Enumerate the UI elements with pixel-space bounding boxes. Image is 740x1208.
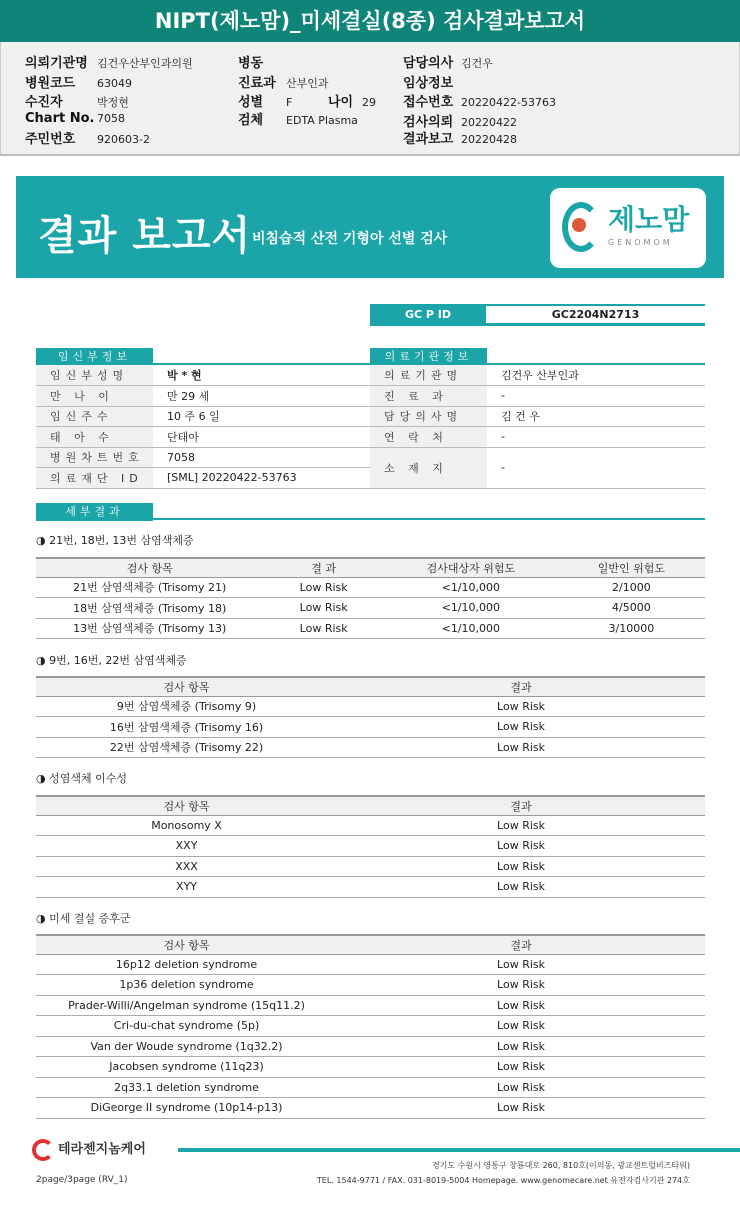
table-cell: Low Risk xyxy=(337,954,705,975)
gcpid-row xyxy=(370,304,705,326)
info-row xyxy=(36,447,371,468)
rrn: 920603-2 xyxy=(97,133,150,146)
table-cell: Low Risk xyxy=(337,696,705,717)
column-header: 검사대상자 위험도 xyxy=(384,558,558,577)
table-cell: Jacobsen syndrome (11q23) xyxy=(36,1057,337,1078)
header-row xyxy=(36,796,705,815)
banner-title: 결과 보고서 xyxy=(38,213,252,259)
info-value: 박 * 현 xyxy=(153,365,371,386)
section-title: 세부결과 xyxy=(36,503,153,521)
info-value: 김건우 산부인과 xyxy=(487,365,705,386)
table-cell: Low Risk xyxy=(337,1077,705,1098)
label: 성별 xyxy=(238,95,264,110)
info-key: 임신주수 xyxy=(36,406,153,427)
subsection-title: ◑ 9번, 16번, 22번 삼염색체증 xyxy=(36,654,187,667)
label: 나이 xyxy=(328,95,354,110)
sex-chromosome-table xyxy=(36,795,705,898)
report-banner xyxy=(16,176,724,278)
table-row xyxy=(36,618,705,639)
label: 임상정보 xyxy=(403,76,454,91)
table-cell: <1/10,000 xyxy=(384,618,558,639)
hospital-code: 63049 xyxy=(97,77,132,90)
trisomy-9-16-22-table xyxy=(36,676,705,758)
subsection-title: ◑ 미세 결실 증후군 xyxy=(36,912,131,925)
header-row xyxy=(36,677,705,696)
report-date: 20220428 xyxy=(461,133,517,146)
table-row xyxy=(36,717,705,738)
table-cell: Low Risk xyxy=(337,1057,705,1078)
column-header: 결과 xyxy=(337,796,705,815)
sex: F xyxy=(286,96,293,109)
label: 병동 xyxy=(238,56,264,71)
table-cell: XXX xyxy=(36,856,337,877)
column-header: 검사 항목 xyxy=(36,677,337,696)
request-date: 20220422 xyxy=(461,116,517,129)
banner-subtitle: 비침습적 산전 기형아 선별 검사 xyxy=(252,231,448,247)
info-row xyxy=(370,447,705,488)
info-row xyxy=(36,406,371,427)
label: 주민번호 xyxy=(25,132,76,147)
info-value: - xyxy=(487,447,705,488)
table-cell: 21번 삼염색체증 (Trisomy 21) xyxy=(36,577,263,598)
label: 진료과 xyxy=(238,76,276,91)
age: 29 xyxy=(362,96,376,109)
table-cell: Low Risk xyxy=(337,856,705,877)
table-cell: Van der Woude syndrome (1q32.2) xyxy=(36,1036,337,1057)
table-cell: 2q33.1 deletion syndrome xyxy=(36,1077,337,1098)
chart-no: 7058 xyxy=(97,112,125,125)
info-value: 7058 xyxy=(153,447,371,468)
info-row xyxy=(370,427,705,448)
info-value: [SML] 20220422-53763 xyxy=(153,468,371,489)
info-key: 의료기관명 xyxy=(370,365,487,386)
table-cell: Low Risk xyxy=(263,598,383,619)
label: 담당의사 xyxy=(403,56,454,71)
table-row xyxy=(36,856,705,877)
table-cell: 3/10000 xyxy=(558,618,705,639)
info-key: 만 나 이 xyxy=(36,386,153,407)
column-header: 결과 xyxy=(337,677,705,696)
table-row xyxy=(36,1016,705,1037)
info-value: 만 29 세 xyxy=(153,386,371,407)
table-cell: Low Risk xyxy=(337,836,705,857)
logo-en: GENOMOM xyxy=(608,238,673,247)
info-key: 태 아 수 xyxy=(36,427,153,448)
subsection-title: ◑ 21번, 18번, 13번 삼염색체증 xyxy=(36,534,194,547)
column-header: 일반인 위험도 xyxy=(558,558,705,577)
column-header: 결 과 xyxy=(263,558,383,577)
label: 병원코드 xyxy=(25,76,76,91)
label: Chart No. xyxy=(25,111,95,126)
info-row xyxy=(36,468,371,489)
label: 수진자 xyxy=(25,95,63,110)
column-header: 검사 항목 xyxy=(36,796,337,815)
info-key: 의료재단 ID xyxy=(36,468,153,489)
table-cell: Monosomy X xyxy=(36,815,337,836)
dept: 산부인과 xyxy=(286,77,329,90)
table-cell: 4/5000 xyxy=(558,598,705,619)
table-cell: 18번 삼염색체증 (Trisomy 18) xyxy=(36,598,263,619)
logo-text: 제노맘 xyxy=(608,203,690,236)
table-cell: Low Risk xyxy=(337,1036,705,1057)
info-value: 김 건 우 xyxy=(487,406,705,427)
table-row xyxy=(36,954,705,975)
address: 경기도 수원시 영통구 창룡대로 260, 810호(이의동, 광교센트럴비즈타워) xyxy=(431,1161,690,1170)
microdeletion-table xyxy=(36,934,705,1119)
table-cell: 2/1000 xyxy=(558,577,705,598)
receipt-no: 20220422-53763 xyxy=(461,96,556,109)
table-cell: 16p12 deletion syndrome xyxy=(36,954,337,975)
flower-icon xyxy=(572,218,586,232)
table-row xyxy=(36,696,705,717)
table-cell: <1/10,000 xyxy=(384,598,558,619)
column-header: 검사 항목 xyxy=(36,558,263,577)
subsection-title: ◑ 성염색체 이수성 xyxy=(36,772,127,785)
table-cell: DiGeorge II syndrome (10p14-p13) xyxy=(36,1098,337,1119)
table-cell: XXY xyxy=(36,836,337,857)
table-row xyxy=(36,1077,705,1098)
table-row xyxy=(36,598,705,619)
table-row xyxy=(36,815,705,836)
label: 결과보고 xyxy=(403,132,454,147)
table-cell: Low Risk xyxy=(337,975,705,996)
contact: TEL. 1544-9771 / FAX. 031-8019-5004 Homepage. www.genomecare.net 유전자검사기관 274호 xyxy=(316,1176,690,1185)
table-cell: Low Risk xyxy=(337,877,705,898)
institution-info-table xyxy=(370,365,705,489)
genomom-logo xyxy=(550,188,706,268)
section-title: 임신부정보 xyxy=(36,348,153,366)
info-row xyxy=(36,365,371,386)
table-row xyxy=(36,1057,705,1078)
gcpid-label: GC P ID xyxy=(370,306,486,323)
info-key: 진 료 과 xyxy=(370,386,487,407)
info-row xyxy=(370,365,705,386)
table-cell: Low Risk xyxy=(263,618,383,639)
company-name: 테라젠지놈케어 xyxy=(58,1142,146,1157)
info-key: 담당의사명 xyxy=(370,406,487,427)
info-row xyxy=(36,427,371,448)
table-cell: Low Risk xyxy=(263,577,383,598)
table-cell: 22번 삼염색체증 (Trisomy 22) xyxy=(36,737,337,758)
table-cell: Low Risk xyxy=(337,717,705,738)
info-value: - xyxy=(487,386,705,407)
table-cell: Low Risk xyxy=(337,1098,705,1119)
table-cell: XYY xyxy=(36,877,337,898)
info-key: 병원차트번호 xyxy=(36,447,153,468)
table-cell: 9번 삼염색체증 (Trisomy 9) xyxy=(36,696,337,717)
column-header: 검사 항목 xyxy=(36,935,337,954)
info-row xyxy=(370,386,705,407)
patient: 박정현 xyxy=(97,96,129,109)
page-number: 2page/3page (RV_1) xyxy=(36,1175,128,1185)
table-row xyxy=(36,577,705,598)
table-cell: 13번 삼염색체증 (Trisomy 13) xyxy=(36,618,263,639)
specimen: EDTA Plasma xyxy=(286,114,358,127)
header-row xyxy=(36,935,705,954)
report-title: NIPT(제노맘)_미세결실(8종) 검사결과보고서 xyxy=(0,0,740,42)
column-header: 결과 xyxy=(337,935,705,954)
requester: 김건우산부인과의원 xyxy=(97,57,193,70)
table-cell: Cri-du-chat syndrome (5p) xyxy=(36,1016,337,1037)
table-row xyxy=(36,1036,705,1057)
label: 검체 xyxy=(238,113,264,128)
table-cell: Prader-Willi/Angelman syndrome (15q11.2) xyxy=(36,995,337,1016)
order-info-panel xyxy=(0,42,740,156)
info-value: - xyxy=(487,427,705,448)
table-cell: Low Risk xyxy=(337,737,705,758)
header-row xyxy=(36,558,705,577)
g-logo-icon xyxy=(32,1139,54,1161)
table-row xyxy=(36,836,705,857)
label: 접수번호 xyxy=(403,95,454,110)
pregnant-info-table xyxy=(36,365,371,489)
table-cell: Low Risk xyxy=(337,815,705,836)
trisomy-21-18-13-table xyxy=(36,557,705,639)
pregnant-info-header xyxy=(36,345,371,365)
info-value: 10 주 6 일 xyxy=(153,406,371,427)
table-row xyxy=(36,877,705,898)
info-key: 임신부성명 xyxy=(36,365,153,386)
info-key: 소 재 지 xyxy=(370,447,487,488)
table-cell: <1/10,000 xyxy=(384,577,558,598)
gcpid-value: GC2204N2713 xyxy=(551,308,640,321)
info-value: 단태아 xyxy=(153,427,371,448)
table-row xyxy=(36,737,705,758)
table-cell: Low Risk xyxy=(337,995,705,1016)
table-cell: 1p36 deletion syndrome xyxy=(36,975,337,996)
company-logo xyxy=(32,1138,146,1161)
table-cell: Low Risk xyxy=(337,1016,705,1037)
info-key: 연 락 처 xyxy=(370,427,487,448)
label: 의뢰기관명 xyxy=(25,56,88,71)
doctor: 김건우 xyxy=(461,57,493,70)
institution-info-header xyxy=(370,345,705,365)
footer-divider xyxy=(178,1148,740,1152)
info-row xyxy=(370,406,705,427)
table-row xyxy=(36,995,705,1016)
section-title: 의료기관정보 xyxy=(370,348,487,366)
table-cell: 16번 삼염색체증 (Trisomy 16) xyxy=(36,717,337,738)
table-row xyxy=(36,975,705,996)
info-row xyxy=(36,386,371,407)
label: 검사의뢰 xyxy=(403,115,454,130)
table-row xyxy=(36,1098,705,1119)
details-header xyxy=(36,500,705,520)
